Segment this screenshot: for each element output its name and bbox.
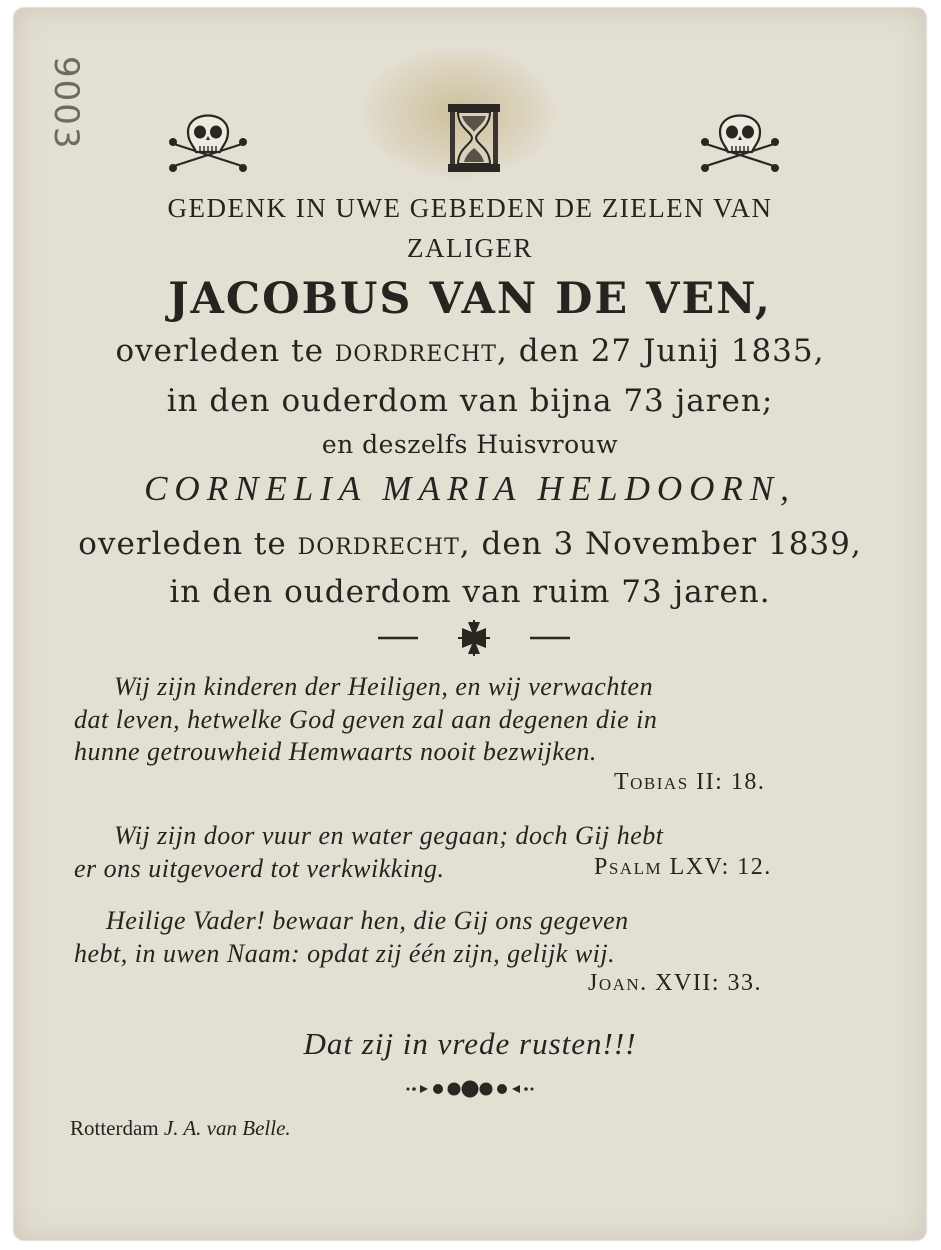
person1-death: [14, 333, 926, 369]
verse1-reference: Tobias II: 18.: [614, 769, 766, 795]
printer-name: J. A. van Belle.: [163, 1116, 291, 1140]
verse2-line1: Wij zijn door vuur en water gegaan; doch Gij hebt: [114, 821, 664, 850]
person1-age: in den ouderdom van bijna 73 jaren;: [166, 383, 774, 419]
person1-died-prefix: overleden te: [115, 333, 324, 369]
hourglass-icon: [442, 102, 506, 174]
heading-line-2: ZALIGER: [407, 233, 533, 263]
printer-city: Rotterdam: [70, 1116, 159, 1140]
verse2-line2: er ons uitgevoerd tot verkwikking.: [74, 854, 445, 883]
verse1-line3: hunne getrouwheid Hemwaarts nooit bezwijken.: [74, 737, 597, 766]
person1-name: JACOBUS VAN DE VEN,: [168, 274, 772, 324]
skull-crossbones-icon: [698, 100, 782, 172]
ornament-icon: [402, 1076, 538, 1102]
person1-died-date: , den 27 Junij 1835,: [496, 333, 825, 369]
person2-age: in den ouderdom van ruim 73 jaren.: [169, 574, 771, 610]
person2-name: CORNELIA MARIA HELDOORN,: [144, 469, 796, 508]
verse3-line2: hebt, in uwen Naam: opdat zij één zijn, gelijk wij.: [74, 939, 616, 968]
person2-death: [14, 526, 926, 562]
person1-died-place: dordrecht: [334, 333, 497, 369]
handwritten-annotation: 9003: [46, 56, 86, 151]
skull-crossbones-icon: [166, 100, 250, 172]
cross-divider: [374, 618, 574, 658]
verse3-reference: Joan. XVII: 33.: [588, 970, 762, 996]
verse3-line1: Heilige Vader! bewaar hen, die Gij ons gegeven: [106, 906, 629, 935]
closing-prayer: Dat zij in vrede rusten!!!: [303, 1026, 637, 1061]
cross-icon: [458, 620, 490, 656]
person2-died-prefix: overleden te: [78, 526, 287, 562]
printer-credit: [70, 1116, 291, 1141]
relation: en deszelfs Huisvrouw: [321, 430, 619, 459]
person2-died-place: dordrecht: [297, 526, 460, 562]
verse1-line2: dat leven, hetwelke God geven zal aan degenen die in: [74, 705, 658, 734]
verse1-line1: Wij zijn kinderen der Heiligen, en wij verwachten: [114, 672, 654, 701]
heading-line-1: GEDENK IN UWE GEBEDEN DE ZIELEN VAN: [167, 193, 773, 223]
memorial-card: [14, 8, 926, 1240]
person2-died-date: , den 3 November 1839,: [459, 526, 862, 562]
verse2-reference: Psalm LXV: 12.: [594, 854, 772, 880]
